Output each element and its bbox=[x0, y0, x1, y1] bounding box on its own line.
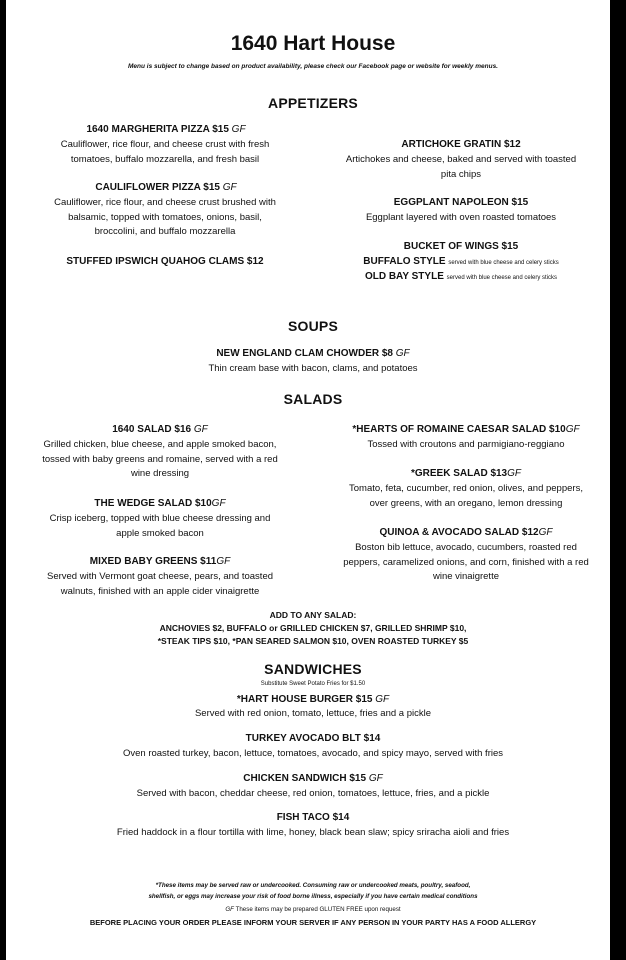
section-soups: SOUPS bbox=[287, 318, 338, 334]
item-wedge-salad-desc: Crisp iceberg, topped with blue cheese dressing and apple smoked bacon bbox=[49, 513, 271, 539]
item-artichoke-gratin: ARTICHOKE GRATIN $12 bbox=[401, 139, 521, 150]
item-clam-chowder: NEW ENGLAND CLAM CHOWDER $8 GF bbox=[216, 348, 410, 359]
item-quinoa-salad-desc: Boston bib lettuce, avocado, cucumbers, roasted red peppers, caramelized onions, and corn, finished with a red wine vinaigrette bbox=[343, 542, 589, 582]
item-mixed-baby-greens-desc: Served with Vermont goat cheese, pears, and toasted walnuts, finished with an apple cider vinaigrette bbox=[46, 571, 274, 597]
item-fish-taco: FISH TACO $14 bbox=[276, 812, 350, 823]
item-caesar-salad-desc: Tossed with croutons and parmigiano-reggiano bbox=[367, 439, 565, 450]
sweet-potato-sub-note: Substitute Sweet Potato Fries for $1.50 bbox=[260, 681, 366, 687]
footer-allergy-notice: BEFORE PLACING YOUR ORDER PLEASE INFORM YOUR SERVER IF ANY PERSON IN YOUR PARTY HAS A FOOD ALLERGY bbox=[89, 918, 537, 927]
item-1640-salad: 1640 SALAD $16 GF bbox=[112, 424, 208, 435]
item-old-bay-style: OLD BAY STYLE served with blue cheese and celery sticks bbox=[364, 271, 558, 282]
item-greek-salad-desc: Tomato, feta, cucumber, red onion, olives, and peppers, over greens, with an oregano, lemon dressing bbox=[349, 483, 583, 509]
item-1640-salad-desc: Grilled chicken, blue cheese, and apple smoked bacon, tossed with baby greens and romaine, served with a red wine dressing bbox=[42, 439, 278, 479]
item-chicken-sandwich: CHICKEN SANDWICH $15 GF bbox=[243, 773, 383, 784]
item-hart-house-burger: *HART HOUSE BURGER $15 GF bbox=[236, 694, 390, 705]
item-margherita-pizza: 1640 MARGHERITA PIZZA $15 GF bbox=[86, 124, 246, 135]
item-mixed-baby-greens: MIXED BABY GREENS $11GF bbox=[89, 556, 231, 567]
section-salads: SALADS bbox=[283, 391, 343, 407]
restaurant-title: 1640 Hart House bbox=[230, 32, 396, 55]
item-stuffed-clams: STUFFED IPSWICH QUAHOG CLAMS $12 bbox=[66, 256, 264, 267]
add-to-salad: ADD TO ANY SALAD: ANCHOVIES $2, BUFFALO or GRILLED CHICKEN $7, GRILLED SHRIMP $10, *STEAK TIPS $10, *PAN SEARED SALMON $10, OVEN ROASTED TURKEY $5 bbox=[157, 610, 469, 646]
item-eggplant-napoleon: EGGPLANT NAPOLEON $15 bbox=[393, 197, 529, 208]
section-appetizers: APPETIZERS bbox=[268, 95, 358, 111]
menu-note: Menu is subject to change based on product availability, please check our Facebook page or website for weekly menus. bbox=[127, 63, 498, 70]
item-wedge-salad: THE WEDGE SALAD $10GF bbox=[94, 498, 226, 509]
item-caesar-salad: *HEARTS OF ROMAINE CAESAR SALAD $10GF bbox=[352, 424, 580, 435]
item-quinoa-salad: QUINOA & AVOCADO SALAD $12GF bbox=[379, 527, 553, 538]
item-clam-chowder-desc: Thin cream base with bacon, clams, and potatoes bbox=[208, 363, 418, 374]
footer-gf-note: GF These items may be prepared GLUTEN FREE upon request bbox=[225, 906, 401, 913]
item-hart-house-burger-desc: Served with red onion, tomato, lettuce, fries and a pickle bbox=[194, 708, 432, 719]
section-sandwiches: SANDWICHES bbox=[264, 661, 362, 677]
item-turkey-avocado-blt: TURKEY AVOCADO BLT $14 bbox=[245, 733, 381, 744]
item-chicken-sandwich-desc: Served with bacon, cheddar cheese, red onion, tomatoes, lettuce, fries, and a pickle bbox=[136, 788, 490, 799]
item-artichoke-desc: Artichokes and cheese, baked and served with toasted pita chips bbox=[345, 154, 577, 180]
item-buffalo-style: BUFFALO STYLE served with blue cheese and celery sticks bbox=[363, 256, 559, 267]
footer-raw-warning: *These items may be served raw or undercooked. Consuming raw or undercooked meats, poultry, seafood, shellfish, or eggs may increase your risk of food borne illness, especially if you have certain medical conditions bbox=[148, 882, 478, 900]
item-cauliflower-desc: Cauliflower, rice flour, and cheese crust brushed with balsamic, topped with tomatoes, onions, basil, broccolini, and buffalo mozzarella bbox=[54, 197, 276, 237]
item-eggplant-desc: Eggplant layered with oven roasted tomatoes bbox=[365, 212, 557, 223]
item-bucket-of-wings: BUCKET OF WINGS $15 bbox=[403, 241, 519, 252]
item-margherita-desc: Cauliflower, rice flour, and cheese crust with fresh tomatoes, buffalo mozzarella, and fresh basil bbox=[60, 139, 270, 165]
item-fish-taco-desc: Fried haddock in a flour tortilla with lime, honey, black bean slaw; spicy sriracha aioli and fries bbox=[116, 827, 510, 838]
item-greek-salad: *GREEK SALAD $13GF bbox=[410, 468, 522, 479]
item-cauliflower-pizza: CAULIFLOWER PIZZA $15 GF bbox=[95, 182, 237, 193]
item-turkey-avocado-blt-desc: Oven roasted turkey, bacon, lettuce, tomatoes, avocado, and spicy mayo, served with fries bbox=[122, 748, 503, 759]
